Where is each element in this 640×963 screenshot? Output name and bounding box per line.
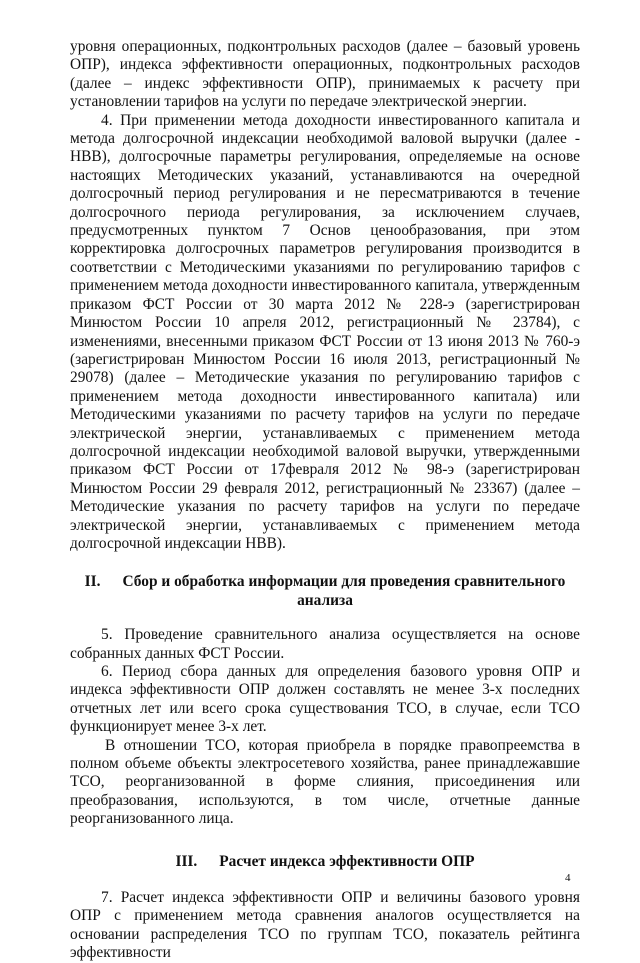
- paragraph-4: 4. При применении метода доходности инвестированного капитала и метода долгосрочной индексации необходимой валовой выручки (далее - НВВ), долгосрочные параметры регулирования, определяемые на основе настоящих Методических указаний, устанавливаются на очередной долгосрочный период регулирования и не пересматриваются в течение долгосрочного периода регулирования, за исключением случаев, предусмотренных пунктом 7 Основ ценообразования, при этом корректировка долгосрочных параметров регулирования производится в соответствии с Методическими указаниями по регулированию тарифов с применением метода доходности инвестированного капитала, утвержденным приказом ФСТ России от 30 марта 2012 № 228-э (зарегистрирован Минюстом России 10 апреля 2012, регистрационный № 23784), с изменениями, внесенными приказом ФСТ России от 13 июня 2013 № 760-э (зарегистрирован Минюстом России 16 июля 2013, регистрационный № 29078) (далее – Методические указания по регулированию тарифов с применением метода доходности инвестированного капитала) или Методическими указаниями по расчету тарифов на услуги по передаче электрической энергии, устанавливаемых с применением метода долгосрочной индексации необходимой валовой выручки, утвержденными приказом ФСТ России от 17февраля 2012 № 98-э (зарегистрирован Минюстом России 29 февраля 2012, регистрационный № 23367) (далее – Методические указания по расчету тарифов на услуги по передаче электрической энергии, устанавливаемых с применением метода долгосрочной индексации НВВ).: [70, 111, 580, 552]
- section-title-3: Расчет индекса эффективности ОПР: [219, 852, 475, 870]
- section-heading-3: [70, 853, 580, 871]
- paragraph-6-continuation: В отношении ТСО, которая приобрела в порядке правопреемства в полном объеме объекты электросетевого хозяйства, ранее принадлежавшие ТСО, реорганизованной в форме слияния, присоединения или преобразования, используются, в том числе, отчетные данные реорганизованного лица.: [70, 736, 580, 828]
- section-title-2-line1: Сбор и обработка информации для проведения сравнительного: [122, 573, 566, 591]
- paragraph-6: 6. Период сбора данных для определения базового уровня ОПР и индекса эффективности ОПР должен составлять не менее 3-х последних отчетных лет или всего срока существования ТСО, в случае, если ТСО функционирует менее 3-х лет.: [70, 663, 580, 736]
- paragraph-7: 7. Расчет индекса эффективности ОПР и величины базового уровня ОПР с применением метода сравнения аналогов осуществляется на основании распределения ТСО по группам ТСО, показатель рейтинга эффективности: [70, 889, 580, 962]
- section-heading-2: [70, 573, 580, 610]
- paragraph-continuation: уровня операционных, подконтрольных расходов (далее – базовый уровень ОПР), индекса эффективности операционных, подконтрольных расходов (далее – индекс эффективности ОПР), принимаемых к расчету при установлении тарифов на услуги по передаче электрической энергии.: [70, 38, 580, 111]
- document-body: [70, 38, 580, 963]
- section-number-3: III.: [175, 852, 198, 870]
- section-number-2: II.: [84, 573, 101, 591]
- section-title-2-line2: анализа: [297, 591, 353, 609]
- paragraph-5: 5. Проведение сравнительного анализа осуществляется на основе собранных данных ФСТ России.: [70, 626, 580, 662]
- page-number: 4: [565, 872, 571, 884]
